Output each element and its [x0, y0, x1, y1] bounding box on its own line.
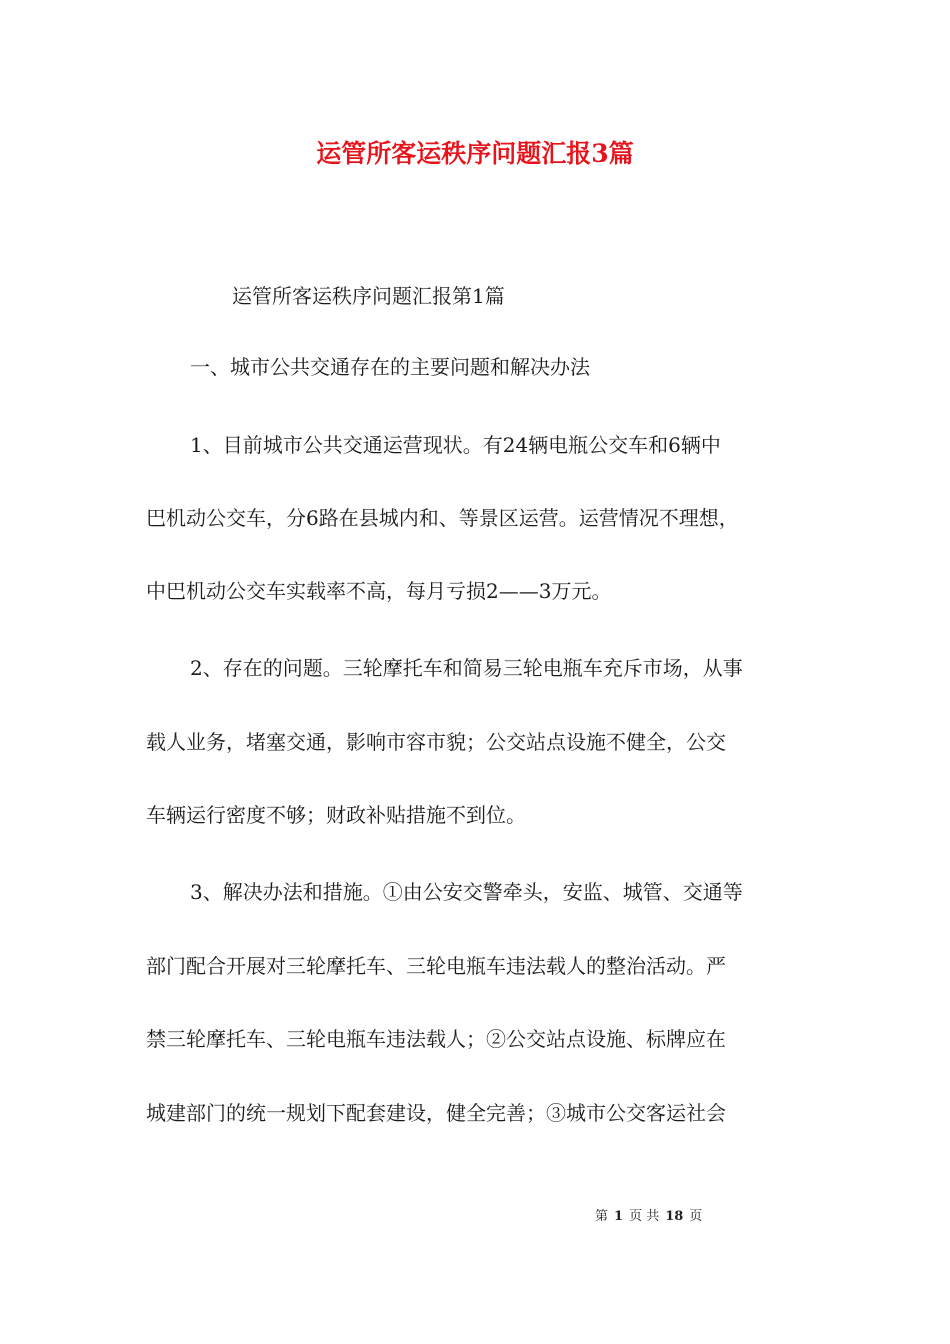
paragraph-2-line-3: 车辆运行密度不够；财政补贴措施不到位。: [146, 803, 526, 827]
document-title: 运管所客运秩序问题汇报3篇: [316, 139, 634, 168]
paragraph-1-line-1: 1、目前城市公共交通运营现状。有24辆电瓶公交车和6辆中: [190, 433, 721, 457]
paragraph-1-line-2: 巴机动公交车，分6路在县城内和、等景区运营。运营情况不理想，: [146, 506, 739, 530]
section-heading: 一、城市公共交通存在的主要问题和解决办法: [190, 355, 590, 379]
paragraph-2-line-2: 载人业务，堵塞交通，影响市容市貌；公交站点设施不健全，公交: [146, 730, 726, 754]
page-suffix: 页: [689, 1209, 703, 1224]
page-indicator: [595, 1207, 708, 1227]
total-pages-number: 18: [665, 1209, 684, 1224]
page-prefix: 第: [595, 1209, 609, 1224]
paragraph-3-line-3: 禁三轮摩托车、三轮电瓶车违法载人；②公交站点设施、标牌应在: [146, 1027, 726, 1051]
paragraph-1-line-3: 中巴机动公交车实载率不高，每月亏损2——3万元。: [146, 579, 612, 603]
paragraph-2-line-1: 2、存在的问题。三轮摩托车和简易三轮电瓶车充斥市场，从事: [190, 656, 743, 680]
paragraph-3-line-1: 3、解决办法和措施。①由公安交警牵头，安监、城管、交通等: [190, 880, 743, 904]
document-subtitle: 运管所客运秩序问题汇报第1篇: [232, 284, 505, 308]
page-middle-text: 页 共: [629, 1209, 660, 1224]
paragraph-3-line-4: 城建部门的统一规划下配套建设，健全完善；③城市公交客运社会: [146, 1101, 726, 1125]
paragraph-3-line-2: 部门配合开展对三轮摩托车、三轮电瓶车违法载人的整治活动。严: [146, 954, 726, 978]
current-page-number: 1: [614, 1209, 624, 1224]
